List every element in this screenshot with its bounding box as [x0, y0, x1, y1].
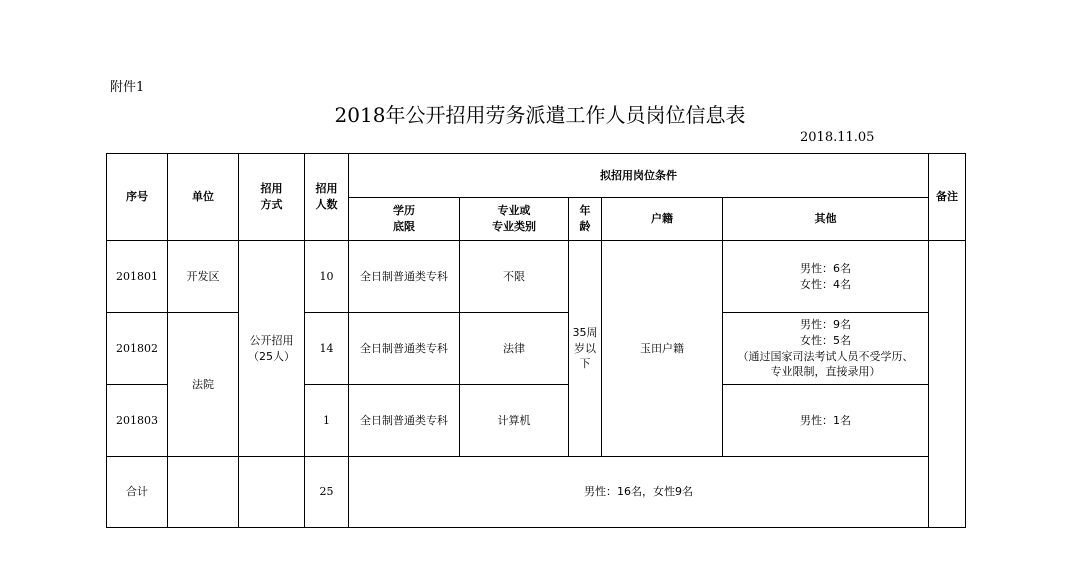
header-age: 年 龄	[569, 198, 602, 241]
row-seq: 201801	[107, 241, 168, 313]
header-education: 学历 底限	[349, 198, 460, 241]
header-remark: 备注	[929, 154, 966, 241]
row-seq: 201802	[107, 313, 168, 385]
row-education: 全日制普通类专科	[349, 313, 460, 385]
position-info-table	[106, 153, 966, 528]
header-unit: 单位	[168, 154, 239, 241]
header-count: 招用 人数	[305, 154, 349, 241]
row-education: 全日制普通类专科	[349, 241, 460, 313]
row-other: 男性：1名	[723, 385, 929, 457]
header-hukou: 户籍	[602, 198, 723, 241]
row-unit: 开发区	[168, 241, 239, 313]
merged-age: 35周 岁以 下	[569, 241, 602, 457]
row-major: 计算机	[460, 385, 569, 457]
header-method: 招用 方式	[239, 154, 305, 241]
remark-cell	[929, 241, 966, 528]
header-conditions: 拟招用岗位条件	[349, 154, 929, 198]
total-unit-empty	[168, 457, 239, 528]
merged-court-unit: 法院	[168, 313, 239, 457]
row-count: 1	[305, 385, 349, 457]
merged-hukou: 玉田户籍	[602, 241, 723, 457]
total-method-empty	[239, 457, 305, 528]
row-education: 全日制普通类专科	[349, 385, 460, 457]
row-other: 男性：6名 女性：4名	[723, 241, 929, 313]
row-seq: 201803	[107, 385, 168, 457]
total-count: 25	[305, 457, 349, 528]
table-row	[107, 313, 966, 385]
table-row	[107, 241, 966, 313]
row-count: 14	[305, 313, 349, 385]
row-other: 男性：9名 女性：5名 （通过国家司法考试人员不受学历、 专业限制，直接录用）	[723, 313, 929, 385]
header-other: 其他	[723, 198, 929, 241]
total-row	[107, 457, 966, 528]
header-seq: 序号	[107, 154, 168, 241]
row-major: 法律	[460, 313, 569, 385]
attachment-label: 附件1	[110, 80, 145, 95]
merged-method: 公开招用 （25人）	[239, 241, 305, 457]
row-major: 不限	[460, 241, 569, 313]
total-summary: 男性：16名，女性9名	[349, 457, 929, 528]
header-row-1	[107, 154, 966, 198]
row-count: 10	[305, 241, 349, 313]
page-title: 2018年公开招用劳务派遣工作人员岗位信息表	[334, 103, 746, 127]
header-major: 专业或 专业类别	[460, 198, 569, 241]
total-label: 合计	[107, 457, 168, 528]
document-date: 2018.11.05	[800, 130, 875, 145]
